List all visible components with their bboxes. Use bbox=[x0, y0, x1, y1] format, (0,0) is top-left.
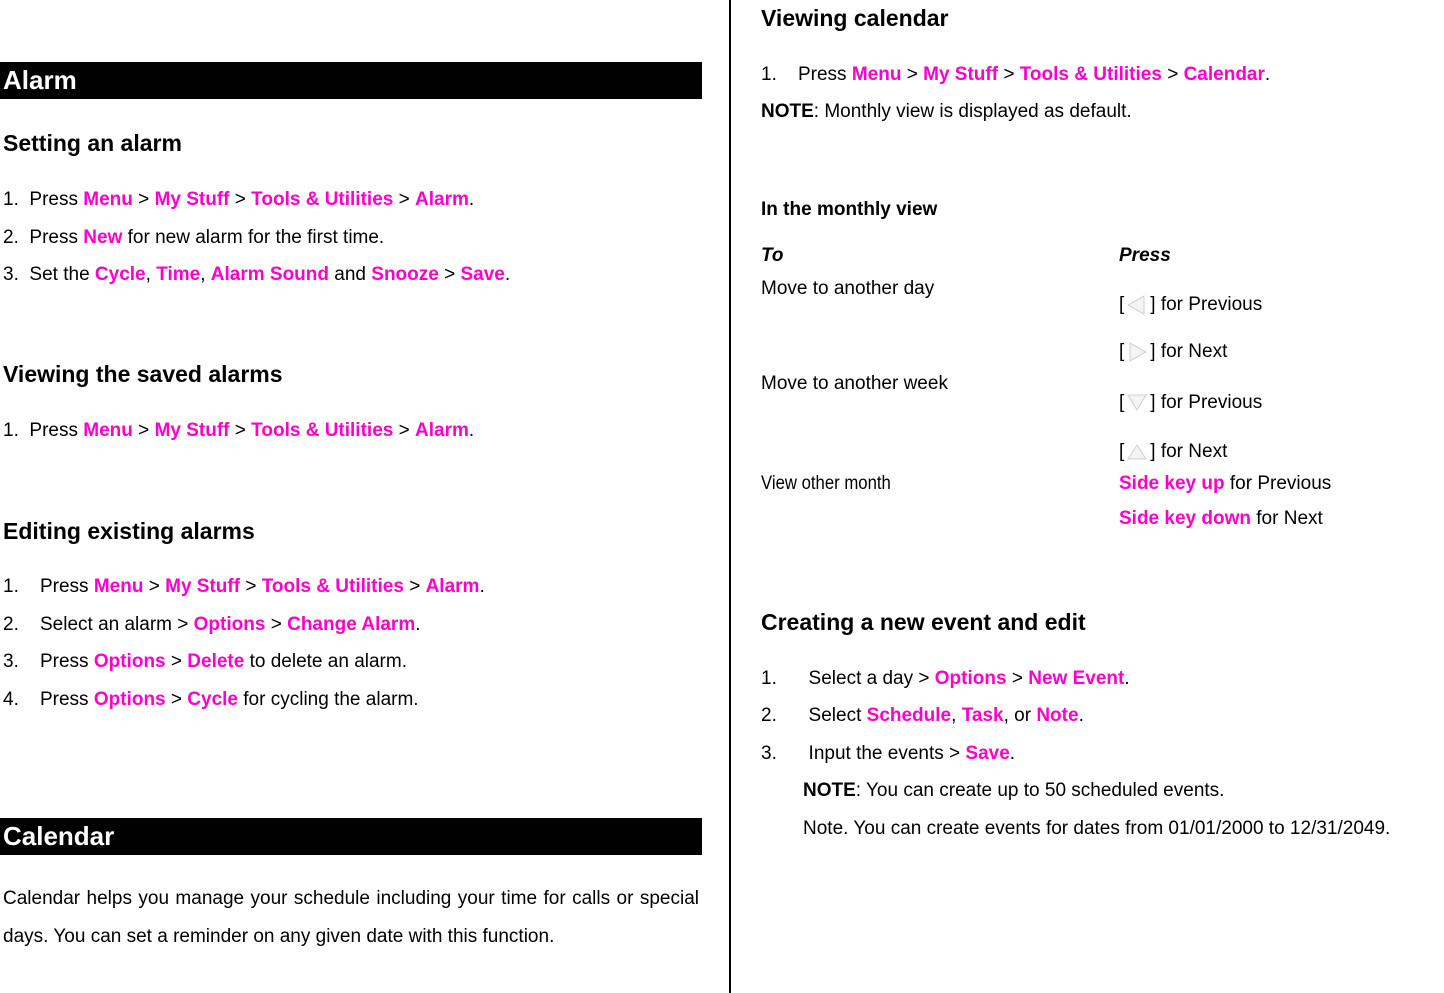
setting-step-1: 1. Press Menu > My Stuff > Tools & Utilities > Alarm. bbox=[3, 189, 475, 210]
col-header-to: To bbox=[761, 245, 784, 266]
nav-right-key-icon bbox=[1124, 339, 1150, 365]
day-prev-row: [ ] for Previous bbox=[1119, 292, 1262, 318]
day-next-row: [ ] for Next bbox=[1119, 339, 1227, 365]
move-week-action: Move to another week bbox=[761, 373, 948, 394]
editing-step-3: 3. Press Options > Delete to delete an alarm. bbox=[3, 651, 407, 672]
calendar-intro: Calendar helps you manage your schedule including your time for calls or special days. You can set a reminder on any given date with this function. bbox=[3, 888, 699, 947]
view-month-action: View other month bbox=[761, 473, 891, 494]
create-step-1: 1. Select a day > Options > New Event. bbox=[761, 668, 1130, 689]
month-next-row: Side key down for Next bbox=[1119, 508, 1323, 529]
alarm-section-bar bbox=[0, 62, 702, 99]
editing-step-4: 4. Press Options > Cycle for cycling the alarm. bbox=[3, 689, 419, 710]
create-step-3: 3. Input the events > Save. bbox=[761, 743, 1016, 764]
calendar-section-title: Calendar bbox=[3, 821, 115, 851]
week-next-row: [ ] for Next bbox=[1119, 439, 1227, 465]
setting-alarm-heading: Setting an alarm bbox=[3, 130, 182, 156]
calendar-view-note: NOTE: Monthly view is displayed as default. bbox=[761, 101, 1132, 122]
creating-event-heading: Creating a new event and edit bbox=[761, 609, 1086, 635]
nav-down-key-icon bbox=[1124, 439, 1150, 465]
viewing-calendar-heading: Viewing calendar bbox=[761, 5, 949, 31]
editing-alarms-heading: Editing existing alarms bbox=[3, 518, 255, 544]
nav-left-key-icon bbox=[1124, 292, 1150, 318]
week-prev-row: [ ] for Previous bbox=[1119, 390, 1262, 416]
col-header-press: Press bbox=[1119, 245, 1171, 266]
alarm-section-title: Alarm bbox=[3, 65, 77, 95]
viewing-alarms-heading: Viewing the saved alarms bbox=[3, 361, 283, 387]
calendar-section-bar bbox=[0, 818, 702, 855]
monthly-view-heading: In the monthly view bbox=[761, 199, 938, 220]
setting-step-2: 2. Press New for new alarm for the first time. bbox=[3, 227, 385, 248]
create-note: NOTE: You can create up to 50 scheduled events. bbox=[803, 780, 1225, 801]
viewing-step-1: 1. Press Menu > My Stuff > Tools & Utilities > Alarm. bbox=[3, 420, 475, 441]
column-divider bbox=[729, 0, 731, 993]
nav-up-key-icon bbox=[1124, 390, 1150, 416]
create-note-2: Note. You can create events for dates from 01/01/2000 to 12/31/2049. bbox=[803, 818, 1391, 839]
create-step-2: 2. Select Schedule, Task, or Note. bbox=[761, 705, 1084, 726]
setting-step-3: 3. Set the Cycle, Time, Alarm Sound and Snooze > Save. bbox=[3, 264, 511, 285]
month-prev-row: Side key up for Previous bbox=[1119, 473, 1332, 494]
calendar-view-step-1: 1. Press Menu > My Stuff > Tools & Utilities > Calendar. bbox=[761, 64, 1271, 85]
editing-step-2: 2. Select an alarm > Options > Change Alarm. bbox=[3, 614, 421, 635]
editing-step-1: 1. Press Menu > My Stuff > Tools & Utilities > Alarm. bbox=[3, 576, 485, 597]
move-day-action: Move to another day bbox=[761, 278, 935, 299]
